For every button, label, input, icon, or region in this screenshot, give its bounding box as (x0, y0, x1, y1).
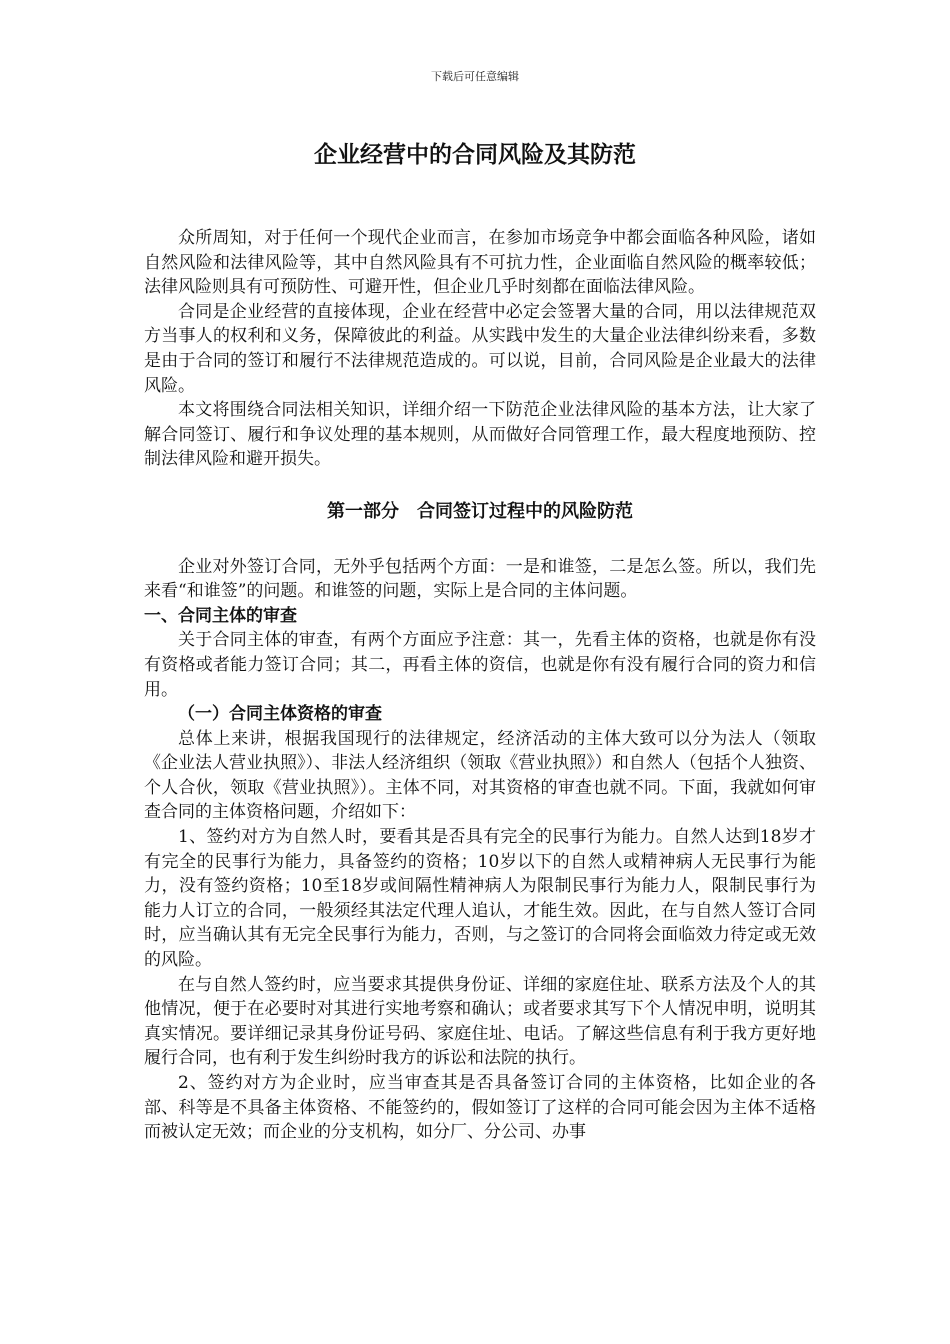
spacer (144, 472, 816, 500)
intro-paragraph: 众所周知，对于任何一个现代企业而言，在参加市场竞争中都会面临各种风险，诸如自然风险和法律风险等，其中自然风险具有不可抗力性，企业面临自然风险的概率较低；法律风险则具有可预防性、可避开性，但企业几乎时刻都在面临法律风险。 (144, 228, 816, 298)
intro-paragraph: 本文将围绕合同法相关知识，详细介绍一下防范企业法律风险的基本方法，让大家了解合同签订、履行和争议处理的基本规则，从而做好合同管理工作，最大程度地预防、控制法律风险和避开损失。 (144, 400, 816, 470)
intro-paragraph: 合同是企业经营的直接体现，企业在经营中必定会签署大量的合同，用以法律规范双方当事人的权利和义务，保障彼此的利益。从实践中发生的大量企业法律纠纷来看，多数是由于合同的签订和履行不法律规范造成的。可以说，目前，合同风险是企业最大的法律风险。 (144, 301, 816, 396)
body-paragraph: 总体上来讲，根据我国现行的法律规定，经济活动的主体大致可以分为法人（领取《企业法人营业执照》）、非法人经济组织（领取《营业执照》）和自然人（包括个人独资、个人合伙，领取《营业执照》）。主体不同，对其资格的审查也就不同。下面，我就如何审查合同的主体资格问题，介绍如下： (144, 728, 816, 823)
section-lead-paragraph: 企业对外签订合同，无外乎包括两个方面：一是和谁签，二是怎么签。所以，我们先来看“和谁签”的问题。和谁签的问题，实际上是合同的主体问题。 (144, 556, 816, 602)
body-paragraph: 关于合同主体的审查，有两个方面应予注意：其一，先看主体的资格，也就是你有没有资格或者能力签订合同；其二，再看主体的资信，也就是你有没有履行合同的资力和信用。 (144, 630, 816, 700)
section-title: 第一部分 合同签订过程中的风险防范 (327, 500, 633, 522)
header-note: 下载后可任意编辑 (431, 70, 519, 83)
spacer (144, 525, 816, 555)
body-paragraph: 1、签约对方为自然人时，要看其是否具有完全的民事行为能力。自然人达到18岁才有完全的民事行为能力，具备签约的资格；10岁以下的自然人或精神病人无民事行为能力，没有签约资格；10至18岁或间隔性精神病人为限制民事行为能力人，限制民事行为能力人订立的合同，一般须经其法定代理人追认，才能生效。因此，在与自然人签订合同时，应当确认其有无完全民事行为能力，否则，与之签订的合同将会面临效力待定或无效的风险。 (144, 827, 816, 971)
body-paragraph: 在与自然人签约时，应当要求其提供身份证、详细的家庭住址、联系方法及个人的其他情况，便于在必要时对其进行实地考察和确认；或者要求其写下个人情况申明，说明其真实情况。要详细记录其身份证号码、家庭住址、电话。了解这些信息有利于我方更好地履行合同，也有利于发生纠纷时我方的诉讼和法院的执行。 (144, 974, 816, 1069)
document-body (144, 226, 816, 1145)
heading-level-1: 一、合同主体的审查 (144, 605, 297, 626)
document-title: 企业经营中的合同风险及其防范 (314, 141, 636, 168)
heading-level-2: （一）合同主体资格的审查 (178, 704, 382, 725)
body-paragraph: 2、签约对方为企业时，应当审查其是否具备签订合同的主体资格，比如企业的各部、科等是不具备主体资格、不能签约的，假如签订了这样的合同可能会因为主体不适格而被认定无效；而企业的分支机构，如分厂、分公司、办事 (144, 1073, 816, 1143)
